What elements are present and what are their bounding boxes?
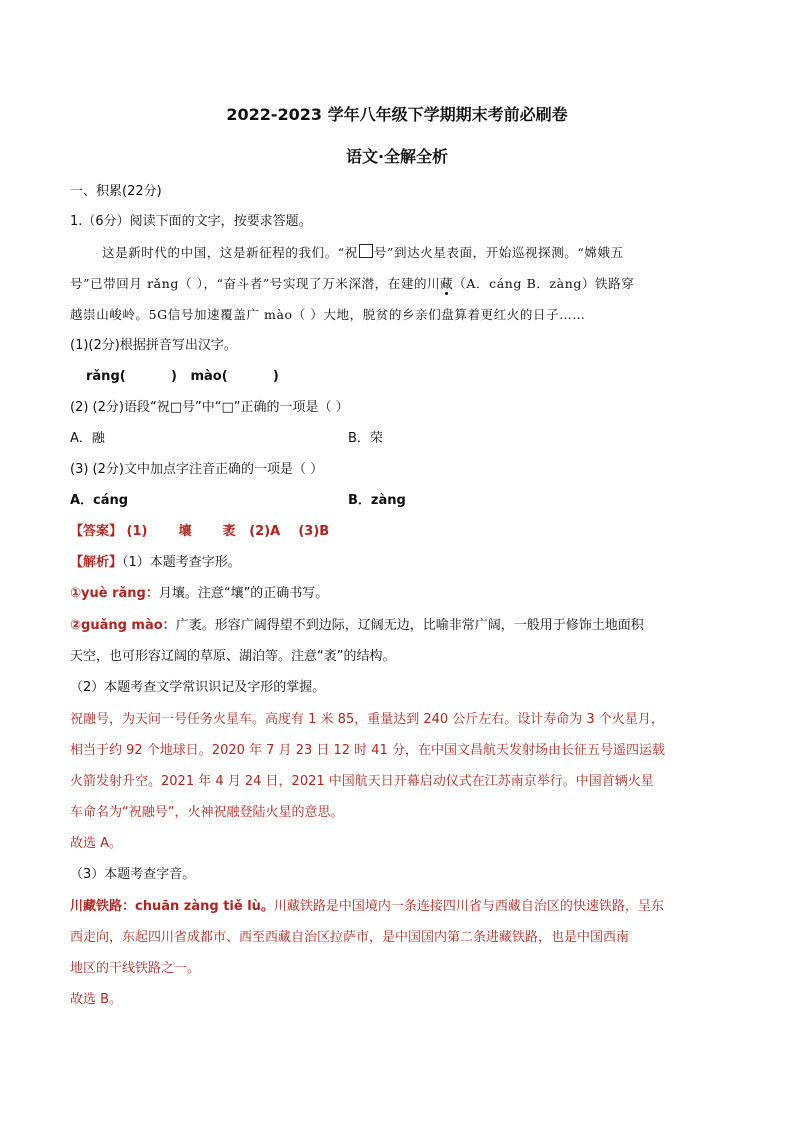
analysis-item-1-pinyin: ①yuè rǎng： (70, 586, 159, 601)
analysis-item-2-line-2: 天空，也可形容辽阔的草原、湖泊等。注意“袤”的结构。 (70, 649, 396, 664)
passage-line-1 (102, 244, 624, 262)
analysis-item-1-text: 月壤。注意“壤”的正确书写。 (158, 586, 329, 601)
analysis-part-2-line-4: 车命名为“祝融号”，火神祝融登陆火星的意思。 (70, 805, 344, 820)
answer-part-2: (2)A (249, 524, 281, 539)
analysis-part-3-conclusion: 故选 B。 (70, 992, 123, 1007)
section-heading: 一、积累(22分) (70, 184, 162, 199)
document-subtitle: 语文·全解全析 (345, 147, 449, 166)
analysis-item-2-text: 广袤。形容广阔得望不到边际，辽阔无边，比喻非常广阔，一般用于修饰土地面积 (175, 618, 644, 633)
sub-question-2-prompt: (2) (2分)语段“祝□号”中“□”正确的一项是（ ） (70, 400, 349, 415)
analysis-intro: （1）本题考查字形。 (122, 555, 241, 570)
passage-line-1-part-a: 这是新时代的中国，这是新征程的我们。“祝 (102, 245, 358, 260)
analysis-part-2-conclusion: 故选 A。 (70, 836, 123, 851)
answer-line (70, 523, 329, 541)
analysis-part-3-line-1-text: 川藏铁路是中国境内一条连接四川省与西藏自治区的快速铁路，呈东 (273, 899, 664, 914)
answer-part-1-b: 袤 (222, 524, 236, 539)
analysis-part-3-line-2: 西走向，东起四川省成都市、西至西藏自治区拉萨市，是中国国内第二条进藏铁路，也是中国西南 (70, 930, 630, 945)
blank-box-icon (359, 244, 373, 258)
dotted-character: 藏 (440, 276, 454, 291)
question-1-stem: 1.（6分）阅读下面的文字，按要求答题。 (70, 214, 312, 229)
sub-question-1-prompt: (1)(2分)根据拼音写出汉字。 (70, 338, 237, 353)
answer-part-1-a: 壤 (178, 524, 192, 539)
analysis-part-3-pinyin: 川藏铁路：chuān zàng tiě lù。 (70, 899, 274, 914)
sub-question-2-option-a: A．融 (70, 431, 105, 446)
analysis-part-2-line-2: 相当于约 92 个地球日。2020 年 7 月 23 日 12 时 41 分，在中国文昌航天发射场由长征五号遥四运载 (70, 743, 665, 758)
passage-line-2 (70, 275, 634, 293)
analysis-part-3-line-1 (70, 898, 664, 916)
passage-line-1-part-b: 号”到达火星表面，开始巡视探测。“嫦娥五 (373, 245, 624, 260)
analysis-item-2-line-1 (70, 617, 644, 635)
analysis-item-2-pinyin: ②guǎng mào： (70, 618, 176, 633)
sub-question-3-prompt: (3) (2分)文中加点字注音正确的一项是（ ） (70, 462, 324, 477)
sub-question-1-blanks: rǎng( ) mào( ) (86, 369, 279, 384)
analysis-part-3-intro: （3）本题考查字音。 (70, 867, 196, 882)
analysis-intro-line (70, 554, 241, 572)
passage-line-2-part-a: 号”已带回月 rǎng（ ），“奋斗者”号实现了万米深潜，在建的川 (70, 276, 441, 291)
sub-question-2-option-b: B．荣 (348, 431, 383, 446)
answer-part-1-number: (1) (126, 524, 148, 539)
analysis-part-2-intro: （2）本题考查文学常识识记及字形的掌握。 (70, 680, 326, 695)
sub-question-3-option-b: B．zàng (348, 493, 406, 508)
answer-part-3: (3)B (298, 524, 330, 539)
analysis-part-2-line-1: 祝融号，为天问一号任务火星车。高度有 1 米 85，重量达到 240 公斤左右。设计寿命为 3 个火星月， (70, 712, 664, 727)
sub-question-3-option-a: A．cáng (70, 493, 129, 508)
document-title: 2022-2023 学年八年级下学期期末考前必刷卷 (226, 105, 568, 124)
analysis-part-2-line-3: 火箭发射升空。2021 年 4 月 24 日，2021 中国航天日开幕启动仪式在江苏南京举行。中国首辆火星 (70, 774, 654, 789)
analysis-label: 【解析】 (70, 555, 123, 570)
analysis-item-1 (70, 585, 328, 603)
answer-label: 【答案】 (70, 524, 123, 539)
passage-line-3: 越崇山峻岭。5G信号加速覆盖广 mào（ ）大地，脱贫的乡亲们盘算着更红火的日子…… (70, 307, 586, 322)
analysis-part-3-line-3: 地区的干线铁路之一。 (70, 961, 201, 976)
passage-line-2-part-b: （A．cáng B．zàng）铁路穿 (453, 276, 635, 291)
